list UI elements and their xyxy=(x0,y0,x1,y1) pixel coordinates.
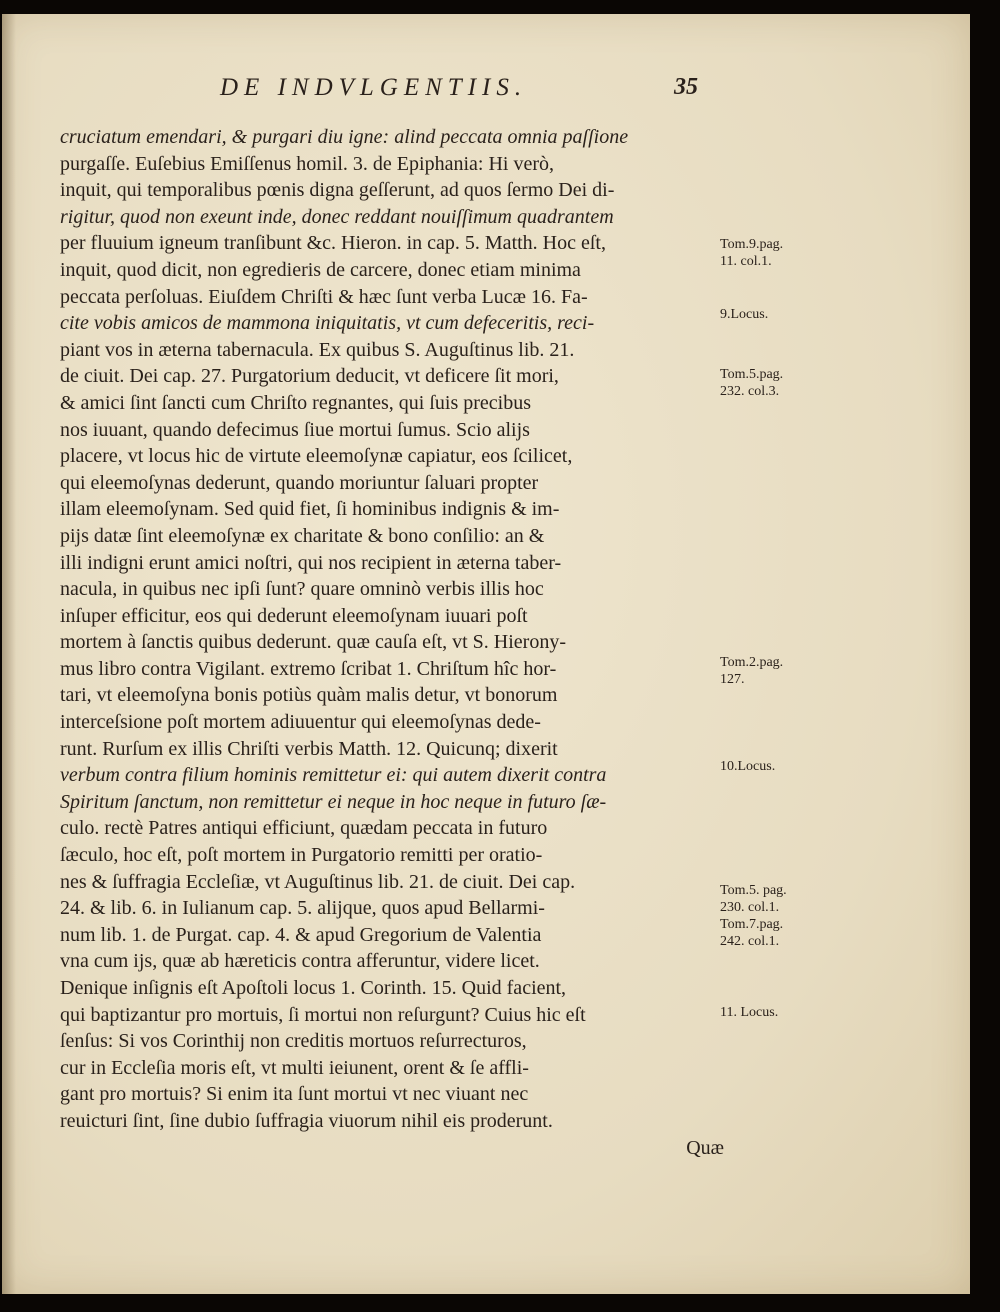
text-line: illam eleemoſynam. Sed quid fiet, ſi hominibus indignis & im- xyxy=(60,498,560,521)
text-line: nacula, in quibus nec ipſi ſunt? quare omninò verbis illis hoc xyxy=(60,578,544,601)
body-text xyxy=(60,124,724,1161)
text-line: culo. rectè Patres antiqui efficiunt, quædam peccata in futuro xyxy=(60,817,548,840)
margin-note xyxy=(720,758,775,775)
text-line: cruciatum emendari, & purgari diu igne: alind peccata omnia paſſione xyxy=(60,126,629,148)
text-line: gant pro mortuis? Si enim ita ſunt mortui vt nec viuant nec xyxy=(60,1083,529,1106)
text-line: peccata perſoluas. Eiuſdem Chriſti & hæc ſunt verba Lucæ 16. Fa- xyxy=(60,285,588,308)
margin-note xyxy=(720,236,783,270)
text-line: tari, vt eleemoſyna bonis potiùs quàm malis detur, vt bonorum xyxy=(60,684,558,707)
page-number: 35 xyxy=(674,74,698,100)
margin-note-line: Tom.2.pag. xyxy=(720,655,784,670)
spine-shadow xyxy=(2,14,16,1294)
margin-note-line: 10.Locus. xyxy=(720,759,776,774)
text-line: inquit, qui temporalibus pœnis digna geſſerunt, ad quos ſermo Dei di- xyxy=(60,179,615,202)
margin-note-line: 9.Locus. xyxy=(720,307,769,322)
margin-note-line: 242. col.1. xyxy=(720,934,780,949)
text-line: placere, vt locus hic de virtute eleemoſynæ capiatur, eos ſcilicet, xyxy=(60,445,573,468)
text-line: inſuper efficitur, eos qui dederunt eleemoſynam iuuari poſt xyxy=(60,604,528,627)
text-line: pijs datæ ſint eleemoſynæ ex charitate & bono conſilio: an & xyxy=(60,524,545,547)
text-line: qui eleemoſynas dederunt, quando moriuntur ſaluari propter xyxy=(60,471,539,494)
text-line: Spiritum ſanctum, non remittetur ei neque in hoc neque in futuro ſæ- xyxy=(60,790,607,813)
text-line: Denique inſignis eſt Apoſtoli locus 1. Corinth. 15. Quid facient, xyxy=(60,977,567,999)
text-line: interceſsione poſt mortem adiuuentur qui eleemoſynas dede- xyxy=(60,711,541,734)
margin-note-line: 11. Locus. xyxy=(720,1005,779,1020)
text-line: cur in Eccleſia moris eſt, vt multi ieiunent, orent & ſe affli- xyxy=(60,1056,529,1079)
text-line: vna cum ijs, quæ ab hæreticis contra afferuntur, videre licet. xyxy=(60,950,540,973)
text-line: illi indigni erunt amici noſtri, qui nos recipient in æterna taber- xyxy=(60,551,562,574)
running-title: DE INDVLGENTIIS. xyxy=(220,74,528,101)
margin-note-line: 11. col.1. xyxy=(720,254,772,269)
text-line: ſæculo, hoc eſt, poſt mortem in Purgatorio remitti per oratio- xyxy=(60,844,543,867)
catchword: Quæ xyxy=(686,1136,724,1159)
margin-note xyxy=(720,306,768,323)
text-line: inquit, quod dicit, non egredieris de carcere, donec etiam minima xyxy=(60,258,581,281)
margin-note-line: Tom.7.pag. xyxy=(720,917,784,932)
running-head xyxy=(2,74,970,110)
text-line: 24. & lib. 6. in Iulianum cap. 5. alijque, quos apud Bellarmi- xyxy=(60,897,545,920)
margin-note xyxy=(720,366,783,400)
text-line: runt. Rurſum ex illis Chriſti verbis Matth. 12. Quicunq; dixerit xyxy=(60,737,558,760)
margin-note xyxy=(720,882,787,950)
text-line: per fluuium igneum tranſibunt &c. Hieron. in cap. 5. Matth. Hoc eſt, xyxy=(60,232,606,255)
text-line: cite vobis amicos de mammona iniquitatis, vt cum defeceritis, reci- xyxy=(60,312,595,335)
margin-note xyxy=(720,654,783,688)
margin-note-line: Tom.5. pag. xyxy=(720,883,787,898)
text-line: & amici ſint ſancti cum Chriſto regnantes, qui ſuis precibus xyxy=(60,391,532,414)
text-line: nos iuuant, quando defecimus ſiue mortui ſumus. Scio alijs xyxy=(60,418,530,441)
text-line: nes & ſuffragia Eccleſiæ, vt Auguſtinus lib. 21. de ciuit. Dei cap. xyxy=(60,870,576,893)
margin-note-line: Tom.9.pag. xyxy=(720,237,784,252)
margin-note xyxy=(720,1004,778,1021)
text-line: qui baptizantur pro mortuis, ſi mortui non reſurgunt? Cuius hic eſt xyxy=(60,1003,586,1026)
text-line: verbum contra filium hominis remittetur ei: qui autem dixerit contra xyxy=(60,764,607,787)
text-line: num lib. 1. de Purgat. cap. 4. & apud Gregorium de Valentia xyxy=(60,923,542,946)
text-line: purgaſſe. Euſebius Emiſſenus homil. 3. de Epiphania: Hi verò, xyxy=(60,152,554,175)
text-line: reuicturi ſint, ſine dubio ſuffragia viuorum nihil eis proderunt. xyxy=(60,1109,553,1132)
margin-note-line: 232. col.3. xyxy=(720,384,780,399)
text-line: ſenſus: Si vos Corinthij non creditis mortuos reſurrecturos, xyxy=(60,1030,527,1053)
text-line: mus libro contra Vigilant. extremo ſcribat 1. Chriſtum hîc hor- xyxy=(60,657,557,680)
text-line: mortem à ſanctis quibus dederunt. quæ cauſa eſt, vt S. Hierony- xyxy=(60,631,566,654)
text-line: piant vos in æterna tabernacula. Ex quibus S. Auguſtinus lib. 21. xyxy=(60,338,575,361)
text-line: de ciuit. Dei cap. 27. Purgatorium deducit, vt deficere ſit mori, xyxy=(60,365,559,388)
margin-note-line: 230. col.1. xyxy=(720,900,780,915)
text-line: rigitur, quod non exeunt inde, donec reddant nouiſſimum quadrantem xyxy=(60,205,614,228)
margin-note-line: Tom.5.pag. xyxy=(720,367,784,382)
book-page xyxy=(2,14,970,1294)
margin-note-line: 127. xyxy=(720,672,745,687)
